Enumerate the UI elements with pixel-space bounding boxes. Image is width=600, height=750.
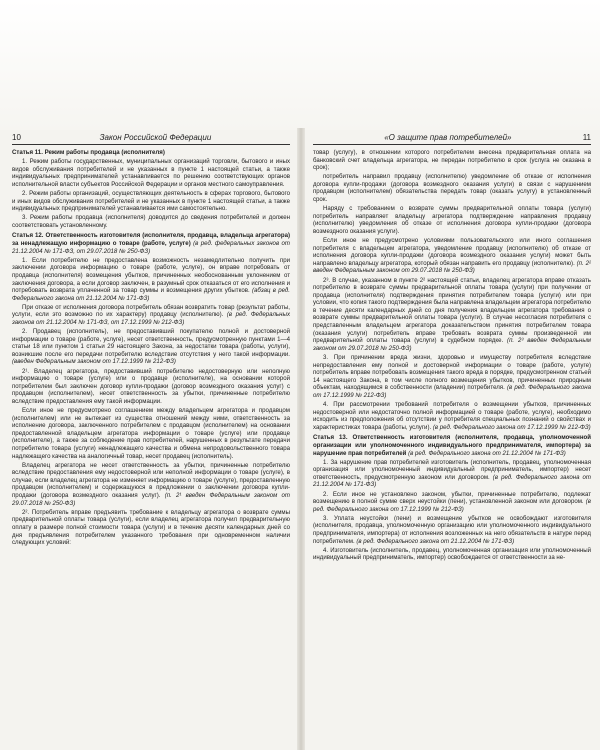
amendment-note: (в ред. Федерального закона от 21.12.2004 № 171-ФЗ) <box>356 537 515 545</box>
page-header <box>12 133 290 145</box>
blank-top-area <box>0 0 600 130</box>
paragraph-text: 2³. В случае, указанном в пункте 2² настоящей статьи, владелец агрегатора вправе отказать потребителю в возврате суммы предварительной оплаты товара (услуги) при получении от продавца (исполнителя) подтверждения принятия потребителем товара (услуги) или при условии, что копия такого подтверждения была направлена владельцем агрегатора потребителю в течение десяти календарных дней со дня получения владельцем агрегатора требования о возврате суммы предварительной оплаты товара (услуги). В случае несогласия потребителя с представленным владельцем агрегатора доказательством принятия потребителем товара (оказания услуги) потребитель вправе требовать возврата суммы произведенной им предварительной оплаты товара (услуги) в судебном порядке. <box>313 276 591 345</box>
amendment-note: (в ред. федеральных законов от 21.12.2004 № 171-ФЗ, от 29.07.2018 № 250-ФЗ) <box>12 240 290 255</box>
paragraph-text: 3. Уплата неустойки (пени) и возмещение убытков не освобождают изготовителя (исполнителя, продавца, уполномоченную организацию или уполномоченного индивидуального предпринимателя, импортера) от исполнения возложенных на него обязательств в натуре перед потребителем. <box>313 514 591 545</box>
paragraph-text: Если иное не предусмотрено соглашением между владельцем агрегатора и продавцом (исполнителем) или не вытекает из существа отношений между ними, ответственность за исполнение договора, заключенного потребителем с продавцом (исполнителем) на основании предоставленной владельцем агрегатора информации о товаре (услуге) или продавце (исполнителе), а также за соблюдение прав потребителей, нарушенных в результате передачи потребителю товара (услуги) ненадлежащего качества и обмена непродовольственного товара надлежащего качества на аналогичный товар, несет продавец (исполнитель). <box>12 407 290 460</box>
paragraph <box>313 547 591 562</box>
paragraph <box>12 214 290 229</box>
paragraph-text: потребитель направил продавцу (исполнителю) уведомление об отказе от исполнения договора купли-продажи (договора возмездного оказания услуги) в связи с нарушением продавцом (исполнителем) обязательства передать товар (оказать услугу) в установленный срок. <box>313 173 591 204</box>
paragraph <box>313 515 591 545</box>
paragraph <box>313 459 591 489</box>
paragraph <box>313 401 591 431</box>
paragraph-text: 4. При рассмотрении требований потребителя о возмещении убытков, причиненных недостоверной или недостаточно полной информацией о товаре (работе, услуге), необходимо исходить из предположения об отсутствии у потребителя специальных познаний о свойствах и характеристиках товара (работы, услуги). <box>313 401 591 431</box>
right-page <box>313 133 591 743</box>
paragraph <box>313 237 591 275</box>
paragraph <box>313 149 591 172</box>
paragraph-text: 2. Режим работы организаций, осуществляющих деятельность в сферах торгового, бытового и иных видов обслуживания потребителей и не указанных в пункте 1 настоящей статьи, а также индивидуальных предпринимателей устанавливается ими самостоятельно. <box>12 189 290 213</box>
page-body <box>313 149 591 562</box>
paragraph-text: товар (услугу), в отношении которого потребителем внесена предварительная оплата на банковский счет владельца агрегатора, не передан потребителю в срок (услуга не оказана в срок); <box>313 149 591 172</box>
paragraph <box>313 205 591 235</box>
paragraph-text: 1. Режим работы государственных, муниципальных организаций торговли, бытового и иных видов обслуживания потребителей и не указанных в пункте 1 настоящей статьи, а также индивидуальных предпринимателей устанавливается по решению соответствующих органов исполнительной власти субъектов Российской Федерации и органов местного самоуправления. <box>12 158 290 188</box>
amendment-note: (в ред. Федерального закона от 17.12.1999 № 212-ФЗ) <box>313 384 591 399</box>
page-body <box>12 149 290 547</box>
book-gutter <box>297 128 305 750</box>
paragraph-text: Наряду с требованием о возврате суммы предварительной оплаты товара (услуги) потребитель направляет владельцу агрегатора подтверждение направления продавцу (исполнителю) уведомления об отказе от исполнения договора купли-продажи (договора возмездного оказания услуги). <box>313 205 591 235</box>
paragraph <box>12 304 290 327</box>
paragraph-text: 3. Режим работы продавца (исполнителя) доводится до сведения потребителей и должен соответствовать установленному. <box>12 214 290 229</box>
paragraph-text: 2. Если иное не установлено законом, убытки, причиненные потребителю, подлежат возмещению в полной сумме сверх неустойки (пени), установленной законом или договором. <box>313 490 591 506</box>
paragraph <box>12 462 290 508</box>
running-title: Закон Российской Федерации <box>99 133 212 142</box>
paragraph <box>12 407 290 460</box>
amendment-note: (п. 2³ введен Федеральным законом от 29.07.2018 № 250-ФЗ) <box>313 337 591 352</box>
paragraph-text: 2. Продавец (исполнитель), не предоставивший покупателю полной и достоверной информации о товаре (работе, услуге), несет ответственность, предусмотренную пунктами 1—4 статьи 18 или пунктом 1 статьи 29 настоящего Закона, за недостатки товара (работы, услуги), возникшие после его передачи потребителю вследствие отсутствия у него такой информации. <box>12 328 290 358</box>
paragraph-text: 1. За нарушение прав потребителей изготовитель (исполнитель, продавец, уполномоченная организация или уполномоченный индивидуальный предприниматель, импортер) несет ответственность, предусмотренную законом или договором. <box>313 458 591 481</box>
paragraph <box>313 277 591 353</box>
article-heading-text: Статья 11. Режим работы продавца (исполнителя) <box>12 149 165 156</box>
article-heading <box>12 149 290 157</box>
paragraph <box>12 158 290 188</box>
paragraph-text: Если иное не предусмотрено условиями пользовательского или иного соглашения потребителя с владельцем агрегатора, уведомление продавцу (исполнителю) об отказе от исполнения договора купли-продажи (договора возмездного оказания услуги) может быть направлено владельцу агрегатора, который обязан направить его продавцу (исполнителю). <box>313 237 591 267</box>
paragraph <box>313 354 591 400</box>
amendment-note: (в ред. Федеральных законов от 21.12.2004 № 171-ФЗ, от 17.12.1999 № 212-ФЗ) <box>12 311 290 326</box>
amendment-note: (в ред. Федерального закона от 17.12.1999 № 212-ФЗ) <box>432 423 591 431</box>
amendment-note: (п. 2¹ введен Федеральным законом от 29.07.2018 № 250-ФЗ) <box>12 492 290 507</box>
amendment-note: (в ред. Федерального закона от 21.12.2004 № 171-ФЗ) <box>313 473 591 489</box>
paragraph-text: 4. Изготовитель (исполнитель, продавец, уполномоченная организация или уполномоченный индивидуальный предприниматель, импортер) освобождается от ответственности за не- <box>313 546 591 562</box>
paragraph-text: Владелец агрегатора не несет ответственность за убытки, причиненные потребителю вследствие предоставления ему недостоверной или неполной информации о товаре (услуге), в случае, если владелец агрегатора не изменяет информацию о товаре (услуге), предоставленную продавцом (исполнителем) и содержащуюся в предложении о заключении договора купли-продажи (договора возмездного оказания услуг). <box>12 461 290 500</box>
amendment-note: (абзац в ред. Федерального закона от 21.12.2004 № 171-ФЗ) <box>12 287 290 302</box>
article-heading <box>12 232 290 255</box>
article-heading-text: Статья 13. Ответственность изготовителя (исполнителя, продавца, уполномоченной организации или уполномоченного индивидуального предпринимателя, импортера) за нарушение прав потребителей <box>313 434 591 457</box>
article-heading-text: Статья 12. Ответственность изготовителя (исполнителя, продавца, владельца агрегатора) за ненадлежащую информацию о товаре (работе, услуге) <box>12 232 290 248</box>
paragraph-text: 1. Если потребителю не предоставлена возможность незамедлительно получить при заключении договора информацию о товаре (работе, услуге), он вправе потребовать от продавца (исполнителя) возмещения убытков, причиненных необоснованным уклонением от заключения договора, а если договор заключен, в разумный срок отказаться от его исполнения и потребовать возврата уплаченной за товар суммы и возмещения других убытков. <box>12 256 290 295</box>
paragraph <box>12 190 290 213</box>
article-heading <box>313 434 591 457</box>
amendment-note: (введен Федеральным законом от 17.12.1999 № 212-ФЗ) <box>12 358 176 366</box>
page-number: 10 <box>12 133 21 142</box>
paragraph <box>313 491 591 514</box>
amendment-note: (в ред. Федерального закона от 21.12.2004 № 171-ФЗ) <box>408 449 566 457</box>
left-page <box>12 133 290 743</box>
page-number: 11 <box>582 133 591 142</box>
page-header <box>313 133 591 145</box>
paragraph-text: При отказе от исполнения договора потребитель обязан возвратить товар (результат работы, услуги, если это возможно по их характеру) продавцу (исполнителю). <box>12 303 290 319</box>
paragraph <box>313 173 591 203</box>
paragraph <box>12 509 290 547</box>
paragraph-text: 2². Потребитель вправе предъявить требование к владельцу агрегатора о возврате суммы предварительной оплаты товара (услуги), если владелец агрегатора получил предварительную оплату в размере полной стоимости товара (услуги) и в течение десяти календарных дней со дня предъявления потребителем указанного требования при одновременном наличии следующих условий: <box>12 508 290 547</box>
paragraph <box>12 328 290 366</box>
amendment-note: (п. 2² введен Федеральным законом от 29.07.2018 № 250-ФЗ) <box>313 259 591 275</box>
paragraph-text: 3. При причинении вреда жизни, здоровью и имуществу потребителя вследствие непредоставления ему полной и достоверной информации о товаре (работе, услуге) потребитель вправе потребовать возмещения такого вреда в порядке, предусмотренном статьей 14 настоящего Закона, в том числе полного возмещения убытков, причиненных природным объектам, находящимся в собственности (владении) потребителя. <box>313 353 591 392</box>
paragraph <box>12 257 290 303</box>
amendment-note: (в ред. Федерального закона от 17.12.1999 № 212-ФЗ) <box>313 498 591 513</box>
paragraph-text: 2¹. Владелец агрегатора, предоставивший потребителю недостоверную или неполную информацию о товаре (услуге) или о продавце (исполнителе), на основании которой потребителем был заключен договор купли-продажи (договор возмездного оказания услуг) с продавцом (исполнителем), несет ответственность за убытки, причиненные потребителю вследствие предоставления ему такой информации. <box>12 367 290 405</box>
running-title: «О защите прав потребителей» <box>384 133 512 142</box>
paragraph <box>12 368 290 406</box>
